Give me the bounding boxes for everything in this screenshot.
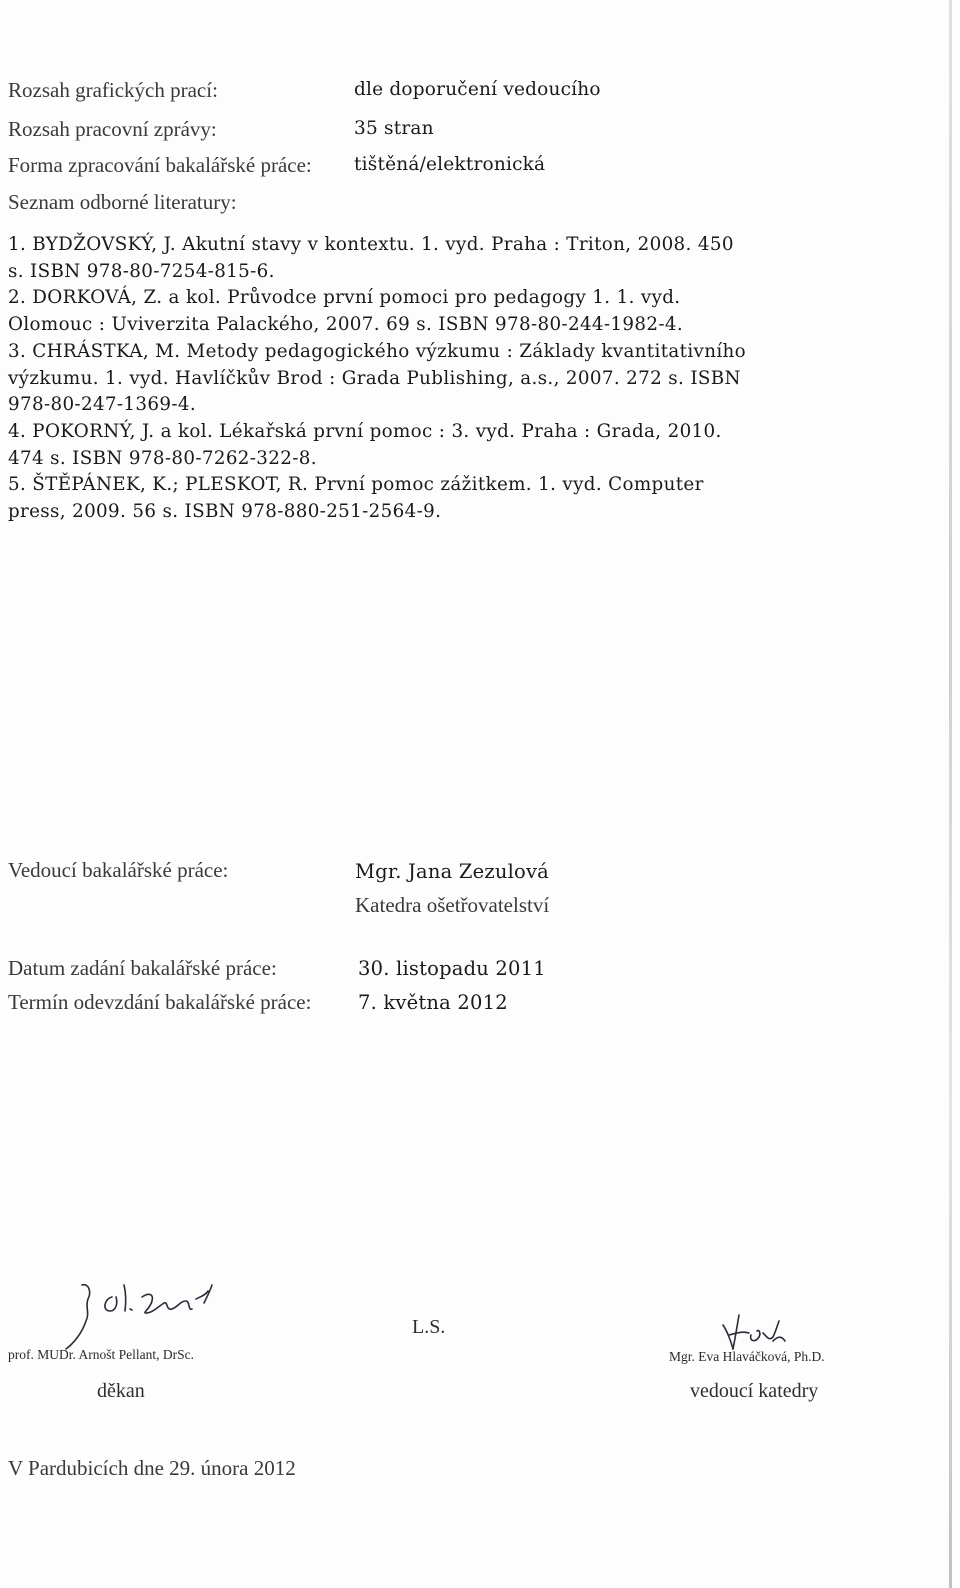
reference-list <box>8 232 843 526</box>
supervisor-name: Mgr. Jana Zezulová <box>355 860 549 883</box>
field-label-form: Forma zpracování bakalářské práce: <box>8 153 312 177</box>
submission-date-label: Termín odevzdání bakalářské práce: <box>8 990 312 1014</box>
reference-line: 3. CHRÁSTKA, M. Metody pedagogického výzkumu : Základy kvantitativního <box>8 340 747 362</box>
reference-line: 474 s. ISBN 978-80-7262-322-8. <box>8 447 317 469</box>
reference-line: 5. ŠTĚPÁNEK, K.; PLESKOT, R. První pomoc zážitkem. 1. vyd. Computer <box>8 474 704 496</box>
assignment-date-label: Datum zadání bakalářské práce: <box>8 956 277 980</box>
head-role: vedoucí katedry <box>690 1380 819 1402</box>
dean-role: děkan <box>97 1380 145 1402</box>
reference-line: Olomouc : Uviverzita Palackého, 2007. 69 s. ISBN 978-80-244-1982-4. <box>8 314 684 336</box>
dean-name: prof. MUDr. Arnošt Pellant, DrSc. <box>8 1347 194 1362</box>
submission-date-value: 7. května 2012 <box>358 991 508 1014</box>
field-label-report: Rozsah pracovní zprávy: <box>8 117 217 141</box>
reference-line: 2. DORKOVÁ, Z. a kol. Průvodce první pomoci pro pedagogy 1. 1. vyd. <box>8 287 681 309</box>
supervisor-department: Katedra ošetřovatelství <box>355 893 550 917</box>
place-date: V Pardubicích dne 29. února 2012 <box>8 1456 296 1480</box>
supervisor-label: Vedoucí bakalářské práce: <box>8 858 229 882</box>
field-value-report: 35 stran <box>354 118 434 139</box>
reference-line: výzkumu. 1. vyd. Havlíčkův Brod : Grada Publishing, a.s., 2007. 272 s. ISBN <box>8 367 741 389</box>
field-label-literature: Seznam odborné literatury: <box>8 190 237 214</box>
assignment-date-value: 30. listopadu 2011 <box>358 957 546 980</box>
field-value-form: tištěná/elektronická <box>354 154 546 175</box>
field-label-graphics: Rozsah grafických prací: <box>8 78 218 102</box>
reference-line: 978-80-247-1369-4. <box>8 394 197 416</box>
field-value-graphics: dle doporučení vedoucího <box>354 79 601 100</box>
reference-line: press, 2009. 56 s. ISBN 978-880-251-2564-9. <box>8 501 442 523</box>
seal-placeholder: L.S. <box>412 1316 446 1338</box>
head-name: Mgr. Eva Hlaváčková, Ph.D. <box>669 1349 825 1364</box>
reference-line: 4. POKORNÝ, J. a kol. Lékařská první pomoc : 3. vyd. Praha : Grada, 2010. <box>8 420 722 442</box>
reference-line: 1. BYDŽOVSKÝ, J. Akutní stavy v kontextu. 1. vyd. Praha : Triton, 2008. 450 <box>8 234 734 255</box>
reference-line: s. ISBN 978-80-7254-815-6. <box>8 260 275 282</box>
page-edge-shadow <box>949 0 952 1588</box>
dean-signature-icon <box>30 1277 240 1352</box>
